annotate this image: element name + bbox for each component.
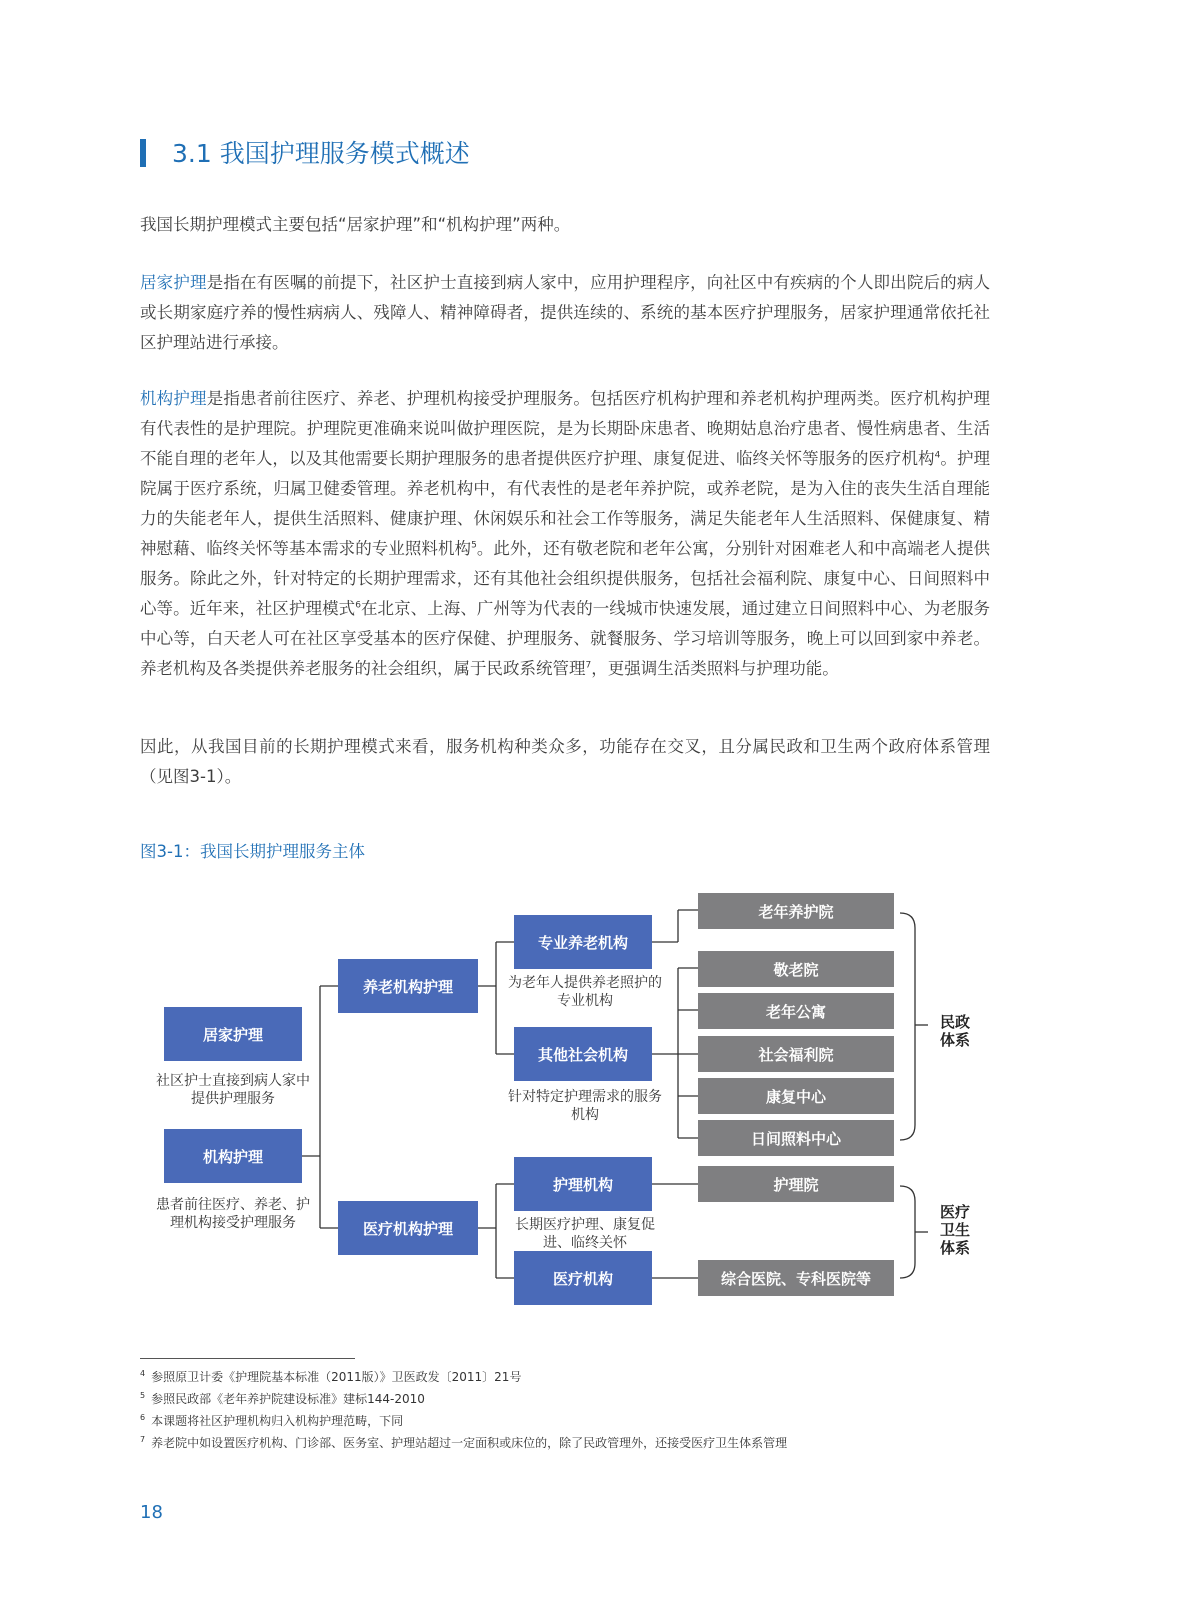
- node-elderly-nursing-home: 老年养护院: [698, 893, 894, 929]
- footnote-number: 6: [140, 1413, 146, 1422]
- text-segment: 是指患者前往医疗、养老、护理机构接受护理服务。包括医疗机构护理和养老机构护理两类。医疗机构护理有代表性的是护理院。护理院更准确来说叫做护理医院，是为长期卧床患者、晚期姑息治疗患者、慢性病患者、生活不能自理的老年人，以及其他需要长期护理服务的患者提供医疗护理、康复促进、临终关怀等服务的医疗机构: [140, 389, 991, 468]
- other-social-description: 针对特定护理需求的服务机构: [508, 1089, 662, 1123]
- paragraph-conclusion: 因此，从我国目前的长期护理模式来看，服务机构种类众多，功能存在交叉，且分属民政和卫生两个政府体系管理（见图3-1）。: [140, 737, 990, 786]
- nursing-institution-description: 长期医疗护理、康复促进、临终关怀: [515, 1217, 655, 1251]
- node-senior-apartment: 老年公寓: [698, 993, 894, 1029]
- node-other-social-institution: 其他社会机构: [514, 1027, 652, 1081]
- node-home-for-aged: 敬老院: [698, 951, 894, 987]
- section-title: 3.1 我国护理服务模式概述: [172, 139, 470, 168]
- footnote-4: [140, 1368, 521, 1385]
- node-social-welfare-institute: 社会福利院: [698, 1036, 894, 1072]
- node-medical-institution-care: 医疗机构护理: [338, 1201, 478, 1255]
- professional-elderly-description: 为老年人提供养老照护的专业机构: [508, 975, 662, 1009]
- footnote-ref: 6: [355, 600, 361, 611]
- footnote-text: 本课题将社区护理机构归入机构护理范畴，下同: [151, 1414, 404, 1428]
- node-nursing-home-hospital: 护理院: [698, 1166, 894, 1202]
- text-segment: 在北京、上海、广州等为代表的一线城市快速发展，通过建立日间照料中心、为老服务中心等，白天老人可在社区享受基本的医疗保健、护理服务、就餐服务、学习培训等服务，晚上可以回到家中养老。养老机构及各类提供养老服务的社会组织，属于民政系统管理: [140, 599, 991, 678]
- term-home-care: 居家护理: [140, 273, 207, 292]
- footnote-7: [140, 1434, 787, 1451]
- home-care-description: 社区护士直接到病人家中提供护理服务: [156, 1073, 310, 1107]
- footnote-ref: 7: [585, 660, 592, 671]
- node-elderly-institution-care: 养老机构护理: [338, 959, 478, 1013]
- text-segment: ，更强调生活类照料与护理功能。: [591, 659, 839, 678]
- node-home-care: 居家护理: [164, 1007, 302, 1061]
- footnote-divider: [140, 1358, 355, 1359]
- text-segment: 。此外，还有敬老院和老年公寓，分别针对困难老人和中高端老人提供服务。除此之外，针对特定的长期护理需求，还有其他社会组织提供服务，包括社会福利院、康复中心、日间照料中心等。近年来，社区护理模式: [140, 539, 991, 618]
- footnote-ref: 5: [471, 540, 477, 551]
- paragraph-intro: 我国长期护理模式主要包括“居家护理”和“机构护理”两种。: [140, 215, 571, 234]
- page-number: 18: [140, 1502, 163, 1523]
- home-care-definition: 是指在有医嘱的前提下，社区护士直接到病人家中，应用护理程序，向社区中有疾病的个人即出院后的病人或长期家庭疗养的慢性病病人、残障人、精神障碍者，提供连续的、系统的基本医疗护理服务，居家护理通常依托社区护理站进行承接。: [140, 273, 991, 352]
- node-medical-institution: 医疗机构: [514, 1251, 652, 1305]
- institutional-care-description: 患者前往医疗、养老、护理机构接受护理服务: [156, 1197, 310, 1231]
- node-professional-elderly-institution: 专业养老机构: [514, 915, 652, 969]
- node-nursing-institution: 护理机构: [514, 1157, 652, 1211]
- footnote-ref: 4: [934, 450, 941, 461]
- footnote-text: 参照民政部《老年养护院建设标准》建标144-2010: [151, 1392, 425, 1406]
- footnote-6: [140, 1412, 403, 1429]
- label-medical-health-system: 医疗卫生体系: [940, 1203, 971, 1257]
- footnote-number: 7: [140, 1435, 146, 1444]
- text-segment: 。护理院属于医疗系统，归属卫健委管理。养老机构中，有代表性的是老年养护院，或养老院，是为入住的丧失生活自理能力的失能老年人，提供生活照料、健康护理、休闲娱乐和社会工作等服务，满足失能老年人生活照料、保健康复、精神慰藉、临终关怀等基本需求的专业照料机构: [140, 449, 991, 558]
- footnote-5: [140, 1390, 425, 1407]
- figure-caption: 图3-1：我国长期护理服务主体: [140, 842, 365, 861]
- footnote-number: 4: [140, 1369, 146, 1378]
- node-general-specialty-hospitals: 综合医院、专科医院等: [698, 1260, 894, 1296]
- footnote-text: 参照原卫计委《护理院基本标准（2011版）》卫医政发〔2011〕21号: [151, 1370, 522, 1384]
- label-civil-affairs-system: 民政体系: [940, 1013, 971, 1049]
- node-institutional-care: 机构护理: [164, 1129, 302, 1183]
- footnote-number: 5: [140, 1391, 146, 1400]
- footnote-text: 养老院中如设置医疗机构、门诊部、医务室、护理站超过一定面积或床位的，除了民政管理外，还接受医疗卫生体系管理: [151, 1436, 788, 1450]
- term-institutional-care: 机构护理: [140, 389, 207, 408]
- node-rehabilitation-center: 康复中心: [698, 1078, 894, 1114]
- node-day-care-center: 日间照料中心: [698, 1120, 894, 1156]
